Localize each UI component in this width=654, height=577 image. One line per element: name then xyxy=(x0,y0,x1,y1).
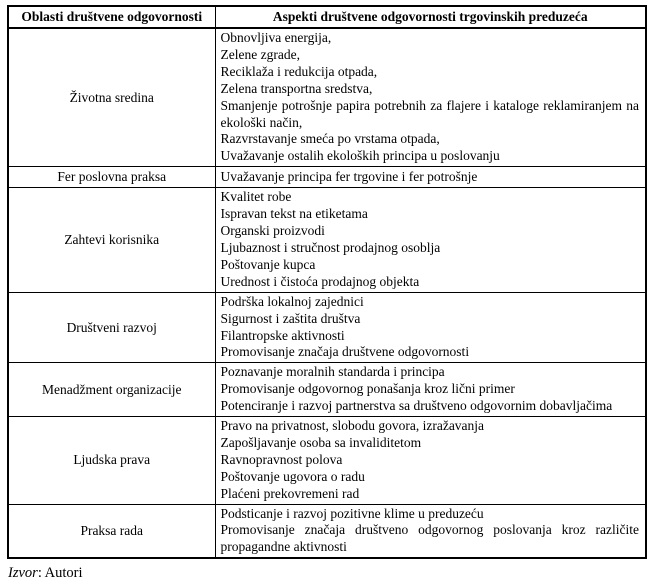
area-cell: Praksa rada xyxy=(8,504,215,558)
aspect-item: Kvalitet robe xyxy=(220,189,292,205)
aspect-item: Plaćeni prekovremeni rad xyxy=(220,485,360,501)
table-row xyxy=(8,504,646,558)
table-row xyxy=(8,188,646,292)
area-cell: Životna sredina xyxy=(8,28,215,167)
area-cell: Društveni razvoj xyxy=(8,292,215,363)
aspect-item: Ispravan tekst na etiketama xyxy=(220,206,368,222)
aspect-item: Potenciranje i razvoj partnerstva sa društveno odgovornim dobavljačima xyxy=(220,398,613,414)
area-cell: Zahtevi korisnika xyxy=(8,188,215,292)
aspects-cell xyxy=(215,363,646,417)
aspects-cell xyxy=(215,504,646,558)
aspect-item: Zelena transportna sredstva, xyxy=(220,80,373,96)
aspect-item: Poznavanje moralnih standarda i principa xyxy=(220,364,445,380)
area-cell: Menadžment organizacije xyxy=(8,363,215,417)
aspect-item: Zapošljavanje osoba sa invaliditetom xyxy=(220,434,422,450)
table-row xyxy=(8,167,646,188)
table-header xyxy=(8,6,646,28)
aspect-item: Poštovanje ugovora o radu xyxy=(220,468,365,484)
aspect-item: Podsticanje i razvoj pozitivne klime u preduzeću xyxy=(220,505,484,521)
aspects-cell xyxy=(215,167,646,188)
aspect-item: Reciklaža i redukcija otpada, xyxy=(220,63,378,79)
aspect-item: Podrška lokalnoj zajednici xyxy=(220,293,364,309)
header-row xyxy=(8,6,646,28)
aspects-cell xyxy=(215,292,646,363)
aspect-item: Pravo na privatnost, slobodu govora, izražavanja xyxy=(220,418,485,434)
table-row xyxy=(8,292,646,363)
aspect-item: Sigurnost i zaštita društva xyxy=(220,310,361,326)
header-areas-column: Oblasti društvene odgovornosti xyxy=(8,6,215,28)
area-cell: Ljudska prava xyxy=(8,417,215,505)
aspect-item: Ravnopravnost polova xyxy=(220,451,343,467)
table-row xyxy=(8,28,646,167)
aspect-item: Urednost i čistoća prodajnog objekta xyxy=(220,273,420,289)
aspect-item: Poštovanje kupca xyxy=(220,256,316,272)
area-cell: Fer poslovna praksa xyxy=(8,167,215,188)
table-row xyxy=(8,363,646,417)
aspect-item: Promovisanje značaja društveno odgovornog poslovanja kroz različite propagandne aktivnosti xyxy=(220,522,639,555)
aspect-item: Promovisanje značaja društvene odgovornosti xyxy=(220,344,470,360)
aspect-item: Obnovljiva energija, xyxy=(220,30,332,45)
source-label: Izvor xyxy=(8,565,38,577)
aspect-item: Uvažavanje principa fer trgovine i fer potrošnje xyxy=(220,168,478,184)
aspect-item: Uvažavanje ostalih ekoloških principa u poslovanju xyxy=(220,148,500,164)
aspects-cell xyxy=(215,417,646,505)
aspect-item: Ljubaznost i stručnost prodajnog osoblja xyxy=(220,239,441,255)
aspect-item: Promovisanje odgovornog ponašanja kroz lični primer xyxy=(220,381,515,397)
aspect-item: Zelene zgrade, xyxy=(220,46,300,62)
aspect-item: Organski proizvodi xyxy=(220,223,325,239)
source-value: : Autori xyxy=(37,565,83,577)
source-note xyxy=(8,564,647,577)
aspect-item: Smanjenje potrošnje papira potrebnih za flajere i kataloge reklamiranjem na ekološki način, xyxy=(220,97,639,130)
csr-table xyxy=(7,5,647,559)
aspects-cell xyxy=(215,28,646,167)
table-body xyxy=(8,28,646,558)
aspect-item: Filantropske aktivnosti xyxy=(220,327,345,343)
table-row xyxy=(8,417,646,505)
aspects-cell xyxy=(215,188,646,292)
aspect-item: Razvrstavanje smeća po vrstama otpada, xyxy=(220,131,440,147)
header-aspects-column: Aspekti društvene odgovornosti trgovinskih preduzeća xyxy=(215,6,646,28)
